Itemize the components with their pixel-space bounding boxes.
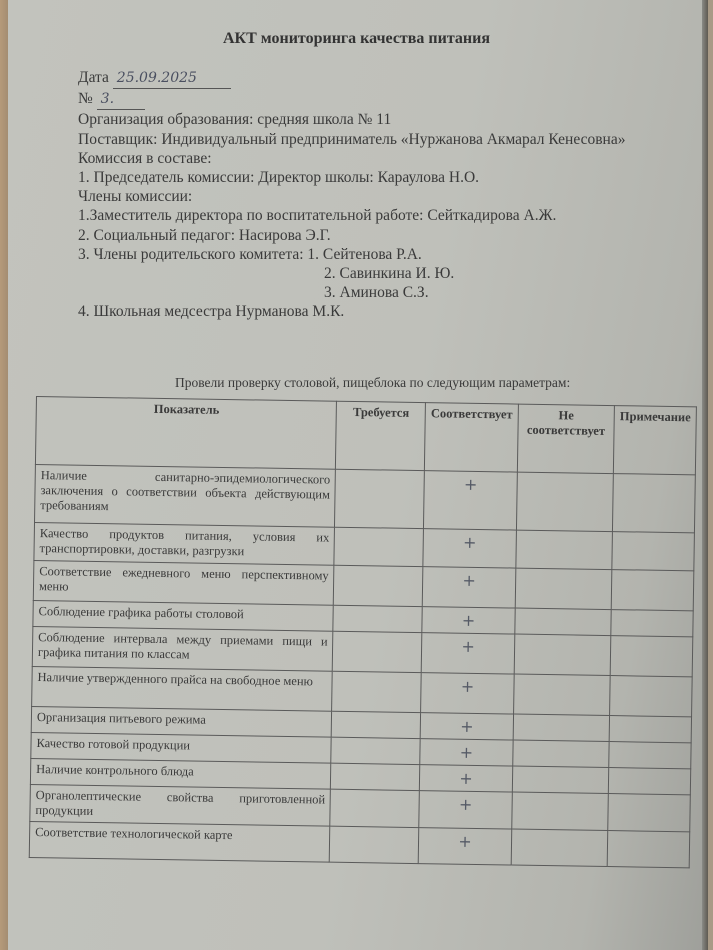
note-cell bbox=[608, 794, 690, 832]
table-row bbox=[35, 464, 696, 532]
complies-mark: + bbox=[424, 471, 518, 530]
number-label: № bbox=[78, 90, 93, 108]
chairman-line: 1. Председатель комиссии: Директор школы: Караулова Н.О. bbox=[78, 169, 480, 187]
indicator-cell: Организация питьевого режима bbox=[31, 706, 332, 737]
organization-line: Организация образования: средняя школа № 11 bbox=[78, 111, 392, 129]
indicator-cell: Соответствие ежедневного меню перспективному меню bbox=[33, 560, 334, 605]
not-complies-cell bbox=[514, 634, 611, 676]
desk-background bbox=[0, 0, 8, 950]
date-label: Дата bbox=[78, 69, 109, 86]
table-body bbox=[29, 464, 695, 867]
required-cell bbox=[330, 826, 419, 863]
complies-mark: + bbox=[419, 791, 512, 829]
complies-mark: + bbox=[421, 633, 514, 674]
indicator-cell: Органолептические свойства приготовленной продукции bbox=[30, 784, 331, 826]
note-cell bbox=[610, 636, 693, 677]
not-complies-cell bbox=[512, 792, 609, 831]
complies-mark: + bbox=[420, 713, 513, 740]
table-header-row bbox=[35, 397, 696, 475]
not-complies-cell bbox=[513, 740, 610, 768]
complies-mark: + bbox=[420, 739, 513, 766]
required-cell bbox=[334, 565, 423, 606]
indicator-cell: Соответствие технологической карте bbox=[29, 821, 330, 862]
indicator-cell: Соблюдение графика работы столовой bbox=[33, 600, 334, 631]
indicator-cell: Качество готовой продукции bbox=[31, 732, 332, 763]
complies-mark: + bbox=[418, 828, 511, 865]
header-required: Требуется bbox=[336, 401, 426, 470]
required-cell bbox=[331, 737, 420, 764]
header-complies: Соответствует bbox=[425, 403, 519, 472]
commission-label: Комиссия в составе: bbox=[78, 149, 212, 167]
indicator-cell: Качество продуктов питания, условия их транспортировки, доставки, разгрузки bbox=[34, 522, 335, 565]
note-cell bbox=[608, 768, 690, 795]
note-cell bbox=[613, 474, 696, 533]
note-cell bbox=[612, 532, 695, 571]
date-value: 25.09.2025 bbox=[113, 69, 231, 89]
not-complies-cell bbox=[512, 766, 609, 794]
inspection-table bbox=[29, 396, 697, 868]
parent-member-2: 2. Савинкина И. Ю. bbox=[324, 265, 455, 283]
page-shadow-edge bbox=[702, 0, 708, 950]
complies-mark: + bbox=[423, 529, 516, 568]
members-label: Члены комиссии: bbox=[78, 188, 193, 206]
document-header bbox=[78, 68, 625, 322]
indicator-cell: Наличие утвержденного прайса на свободное меню bbox=[32, 666, 333, 711]
supplier-line: Поставщик: Индивидуальный предприниматель «Нуржанова Акмарал Кенесовна» bbox=[78, 130, 626, 148]
required-cell bbox=[332, 711, 421, 738]
member-3: 3. Члены родительского комитета: 1. Сейтенова Р.А. bbox=[78, 245, 422, 263]
complies-mark: + bbox=[422, 607, 515, 634]
not-complies-cell bbox=[513, 714, 610, 742]
parent-member-3: 3. Аминова С.З. bbox=[324, 284, 429, 302]
indicator-cell: Наличие контрольного блюда bbox=[30, 758, 331, 789]
note-cell bbox=[609, 742, 691, 769]
date-line bbox=[78, 68, 625, 89]
nurse-line: 4. Школьная медсестра Нурманова М.К. bbox=[78, 303, 345, 321]
number-value: 3. bbox=[97, 90, 145, 110]
required-cell bbox=[333, 605, 422, 632]
not-complies-cell bbox=[515, 608, 612, 636]
not-complies-cell bbox=[516, 472, 613, 532]
required-cell bbox=[333, 631, 422, 672]
document-title: АКТ мониторинга качества питания bbox=[222, 30, 491, 47]
complies-mark: + bbox=[421, 673, 514, 714]
not-complies-cell bbox=[511, 829, 608, 867]
complies-mark: + bbox=[420, 765, 513, 792]
not-complies-cell bbox=[515, 568, 612, 610]
note-cell bbox=[607, 831, 689, 868]
note-cell bbox=[611, 570, 694, 611]
required-cell bbox=[330, 789, 419, 827]
required-cell bbox=[331, 763, 420, 790]
required-cell bbox=[334, 527, 423, 566]
indicator-cell: Наличие санитарно-эпидемиологического заключения о соответствии объекта действующим требованиям bbox=[35, 464, 336, 527]
required-cell bbox=[335, 469, 425, 528]
not-complies-cell bbox=[513, 674, 610, 716]
note-cell bbox=[610, 676, 693, 717]
member-2: 2. Социальный педагог: Насирова Э.Г. bbox=[78, 226, 331, 244]
complies-mark: + bbox=[422, 567, 515, 608]
required-cell bbox=[332, 671, 421, 712]
note-cell bbox=[611, 610, 693, 637]
member-1: 1.Заместитель директора по воспитательной работе: Сейткадирова А.Ж. bbox=[78, 207, 557, 225]
not-complies-cell bbox=[516, 530, 613, 570]
indicator-cell: Соблюдение интервала между приемами пищи и графика питания по классам bbox=[32, 626, 333, 671]
note-cell bbox=[609, 716, 691, 743]
check-intro: Провели проверку столовой, пищеблока по следующим параметрам: bbox=[175, 375, 571, 390]
number-line bbox=[78, 89, 625, 110]
header-indicator: Показатель bbox=[35, 397, 337, 470]
header-not-complies: Не соответствует bbox=[517, 404, 614, 474]
header-note: Примечание bbox=[613, 406, 696, 475]
